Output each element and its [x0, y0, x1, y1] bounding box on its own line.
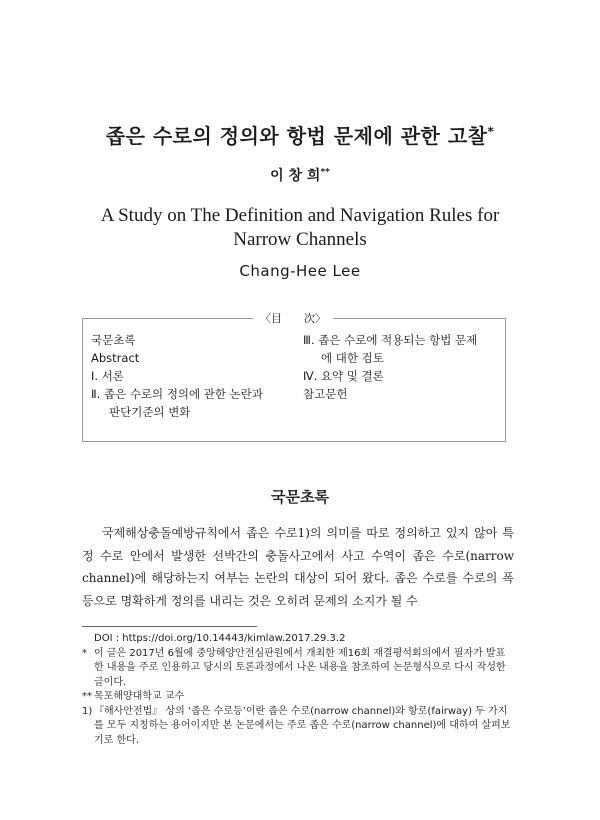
footnotes: [82, 632, 514, 748]
abstract-heading: 국문초록: [271, 488, 329, 506]
toc-left-column: [91, 331, 301, 421]
toc-item: Ⅲ. 좁은 수로에 적용되는 항법 문제: [303, 333, 478, 347]
title-en-line-2: Narrow Channels: [233, 229, 367, 250]
abstract-body: [82, 522, 514, 612]
title-footnote-mark: *: [487, 124, 495, 139]
toc-item: Ⅰ. 서론: [91, 369, 124, 383]
author-name-english: Chang-Hee Lee: [239, 262, 361, 280]
toc-item-continuation: 에 대한 검토: [321, 351, 384, 365]
footnote-divider: [82, 626, 257, 627]
paper-title-korean: 좁은 수로의 정의와 항법 문제에 관한 고찰*: [105, 124, 495, 148]
abstract-paragraph: 국제해상충돌예방규칙에서 좁은 수로1)의 의미를 따로 정의하고 있지 않아 특정 수로 안에서 발생한 선박간의 충돌사고에서 사고 수역이 좁은 수로(narrow channel)에 해당하는지 여부는 논란의 대상이 되어 왔다. 좁은 수로를 수로의 폭 등으로 명확하게 정의를 내리는 것은 오히려 문제의 소지가 될 수: [82, 526, 514, 608]
toc-item: 참고문헌: [303, 387, 348, 401]
footnote-1: 1) 『해사안전법』 상의 ‘좁은 수로등’이란 좁은 수로(narrow channel)와 항로(fairway) 두 가지를 모두 지칭하는 용어이지만 본 논문에서는 주로 좁은 수로(narrow channel)에 대하여 살펴보기로 한다.: [82, 705, 511, 746]
title-en-line-1: A Study on The Definition and Navigation Rules for: [100, 205, 500, 226]
doi-line: DOI : https://doi.org/10.14443/kimlaw.2017.29.3.2: [94, 633, 346, 644]
toc-item: Ⅳ. 요약 및 결론: [303, 369, 384, 383]
toc-right-column: [303, 331, 503, 403]
toc-item: Ⅱ. 좁은 수로의 정의에 관한 논란과: [91, 387, 264, 401]
toc-item-continuation: 판단기준의 변화: [109, 405, 191, 419]
author-footnote-mark: **: [320, 167, 330, 178]
paper-title-english: [70, 204, 530, 252]
footnote-star: * 이 글은 2017년 6월에 중앙해양안전심판원에서 개최한 제16회 재결평석회의에서 필자가 발표한 내용을 주로 인용하고 당시의 토론과정에서 나온 내용을 참조하여 논문형식으로 다시 작성한 글이다.: [82, 647, 506, 688]
footnote-double-star: ** 목포해양대학교 교수: [82, 691, 185, 702]
toc-heading: 〈目 次〉: [253, 310, 333, 326]
toc-item: Abstract: [91, 351, 140, 365]
toc-item: 국문초록: [91, 333, 136, 347]
table-of-contents: [82, 312, 506, 442]
author-name-korean: 이 창 희**: [270, 167, 330, 184]
